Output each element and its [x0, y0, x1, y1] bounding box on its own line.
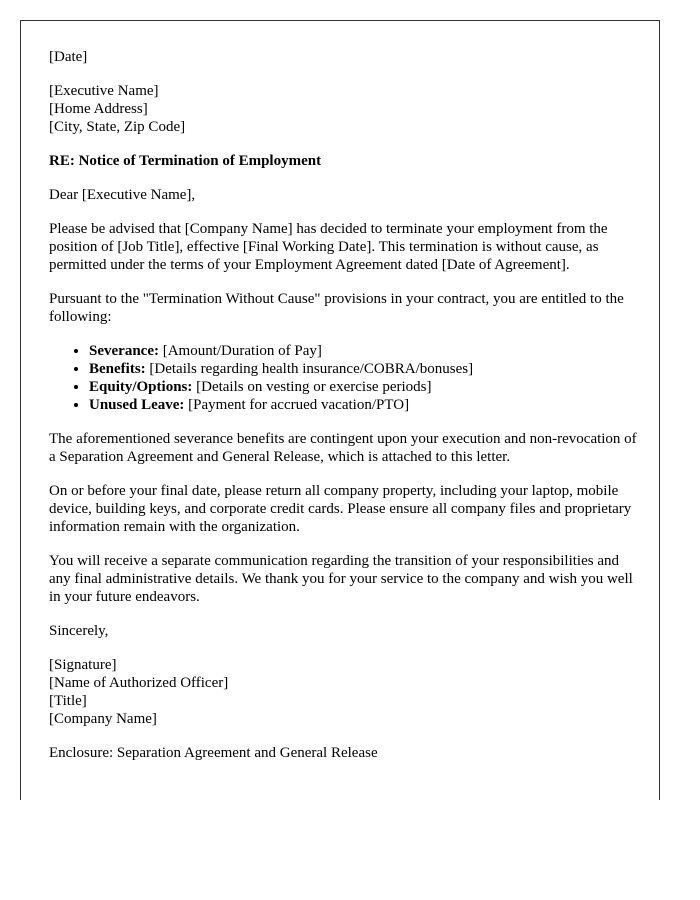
recipient-name: [Executive Name]: [49, 83, 159, 99]
entitlement-label: Equity/Options:: [89, 379, 193, 395]
letter-salutation: Dear [Executive Name],: [49, 187, 196, 203]
paragraph-severance-condition: [49, 430, 639, 466]
entitlement-value: [Amount/Duration of Pay]: [158, 343, 322, 359]
recipient-home-address: [Home Address]: [49, 101, 148, 117]
letter-closing: Sincerely,: [49, 623, 109, 639]
enclosure-block: [49, 744, 639, 762]
list-item: [89, 396, 639, 414]
entitlement-label: Benefits:: [89, 361, 146, 377]
signature-block: [49, 656, 639, 728]
paragraph-1: Please be advised that [Company Name] has decided to terminate your employment from the position of [Job Title], effective [Final Working Date]. This termination is without cause, as permitted under the terms of your Employment Agreement dated [Date of Agreement].: [49, 221, 608, 273]
list-item: [89, 342, 639, 360]
paragraph-entitlements-intro: [49, 290, 639, 326]
closing-block: [49, 622, 639, 640]
letter-page: [20, 20, 660, 800]
entitlement-value: [Details regarding health insurance/COBRA/bonuses]: [145, 361, 474, 377]
paragraph-2: Pursuant to the "Termination Without Cause" provisions in your contract, you are entitled to the following:: [49, 291, 624, 325]
paragraph-5: You will receive a separate communication regarding the transition of your responsibilities and any final administrative details. We thank you for your service to the company and wish you well in your future endeavors.: [49, 553, 633, 605]
paragraph-company-property: [49, 482, 639, 536]
date-block: [49, 48, 639, 66]
paragraph-transition: [49, 552, 639, 606]
recipient-city-state-zip: [City, State, Zip Code]: [49, 119, 186, 135]
list-item: [89, 360, 639, 378]
entitlement-value: [Payment for accrued vacation/PTO]: [184, 397, 410, 413]
letter-body: [49, 48, 639, 778]
subject-block: [49, 152, 639, 170]
salutation-block: [49, 186, 639, 204]
paragraph-3: The aforementioned severance benefits are contingent upon your execution and non-revocation of a Separation Agreement and General Release, which is attached to this letter.: [49, 431, 637, 465]
entitlement-label: Severance:: [89, 343, 159, 359]
entitlement-label: Unused Leave:: [89, 397, 185, 413]
paragraph-4: On or before your final date, please return all company property, including your laptop, mobile device, building keys, and corporate credit cards. Please ensure all company files and proprietary information remain with the organization.: [49, 483, 632, 535]
officer-title: [Title]: [49, 693, 87, 709]
list-item: [89, 378, 639, 396]
recipient-address: [49, 82, 639, 136]
entitlement-value: [Details on vesting or exercise periods]: [192, 379, 432, 395]
paragraph-termination-notice: [49, 220, 639, 274]
entitlements-list: [49, 342, 639, 414]
enclosure-note: Enclosure: Separation Agreement and General Release: [49, 745, 378, 761]
letter-date: [Date]: [49, 49, 88, 65]
letter-subject: RE: Notice of Termination of Employment: [49, 153, 322, 169]
signature-line: [Signature]: [49, 657, 117, 673]
company-name: [Company Name]: [49, 711, 157, 727]
officer-name: [Name of Authorized Officer]: [49, 675, 229, 691]
